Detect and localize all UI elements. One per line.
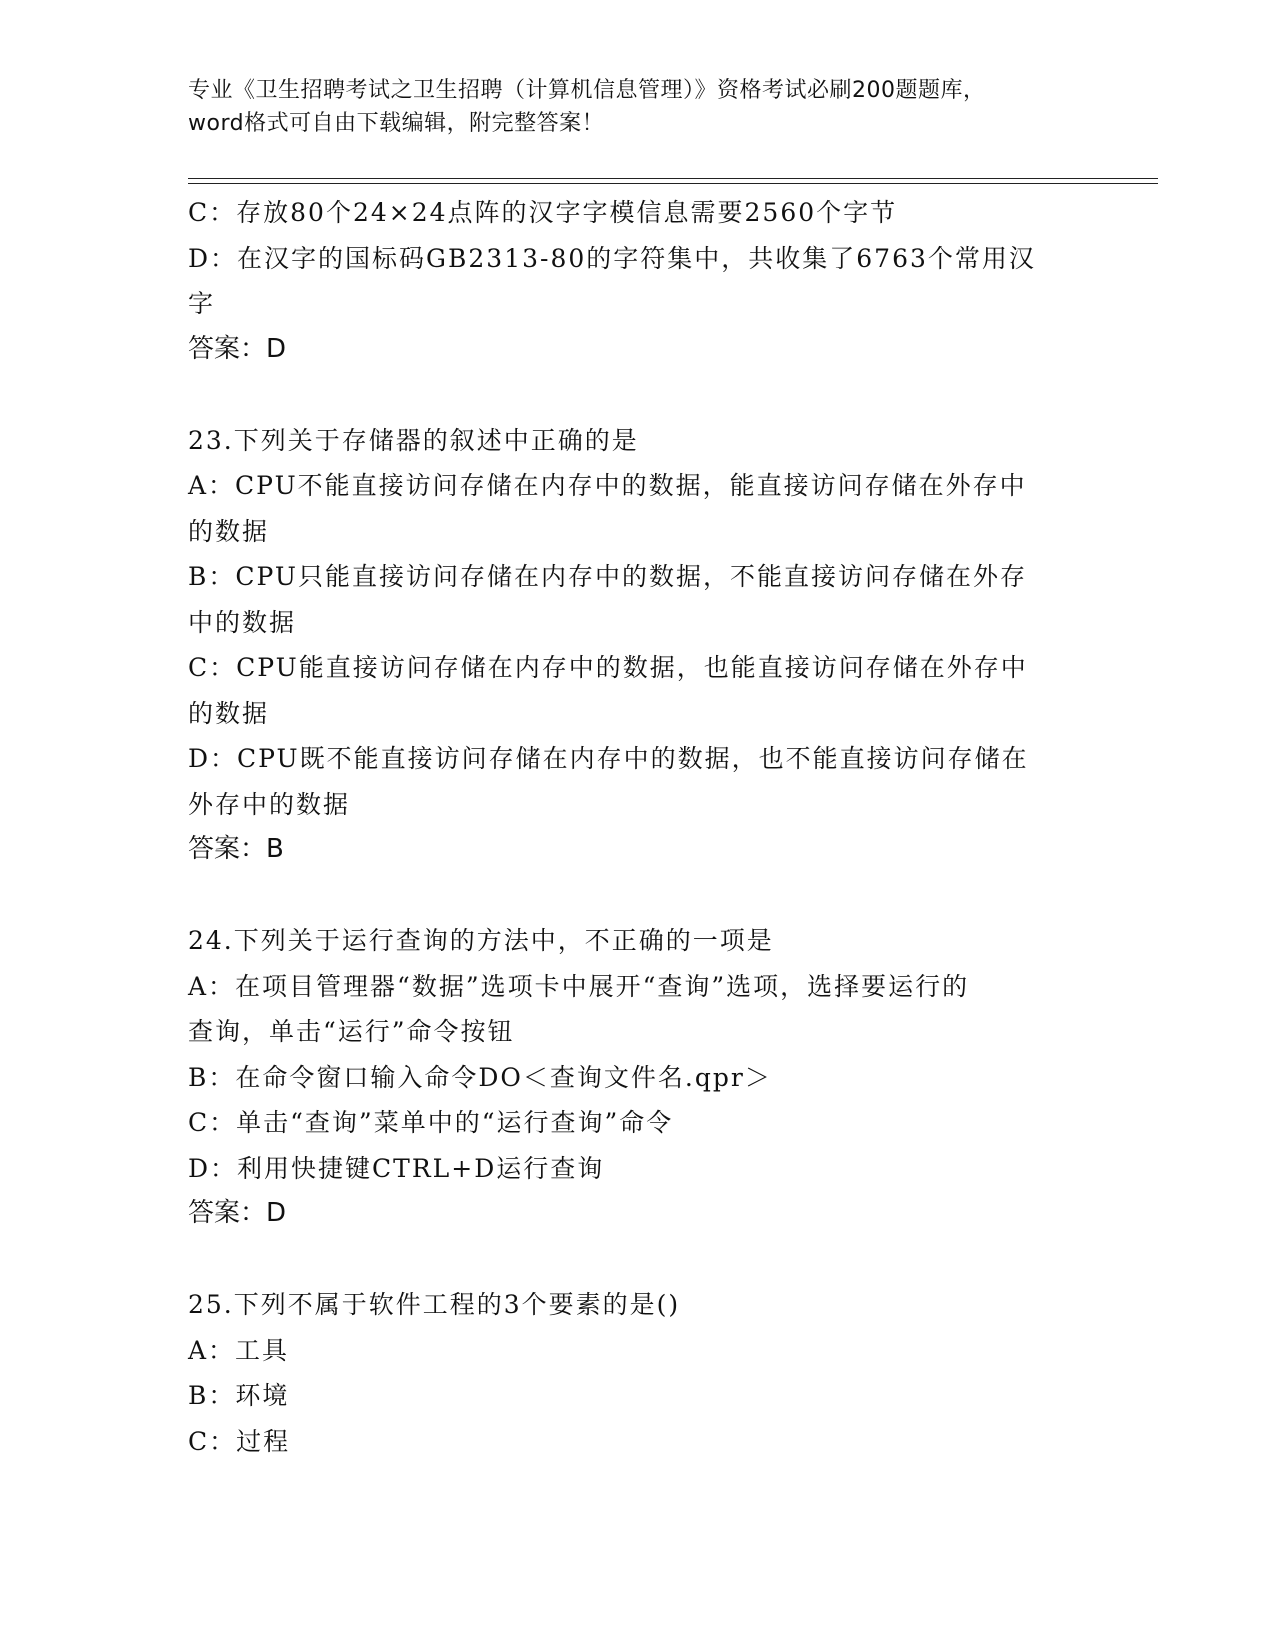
option-a-cont: 查询，单击“运行”命令按钮 — [188, 1017, 515, 1046]
option-a: A：工具 — [188, 1335, 290, 1365]
option-a: A：在项目管理器“数据”选项卡中展开“查询”选项，选择要运行的 — [188, 971, 970, 1001]
option-d-cont: 外存中的数据 — [188, 789, 351, 819]
question-23 — [188, 418, 1088, 873]
option-b: B：CPU只能直接访问存储在内存中的数据，不能直接访问存储在外存 — [188, 562, 1027, 591]
question-list — [188, 190, 1088, 1464]
answer: 答案：D — [188, 333, 287, 364]
option-b-cont: 中的数据 — [188, 607, 297, 637]
header-line-2: word格式可自由下载编辑，附完整答案！ — [188, 111, 605, 136]
option-d-cont: 字 — [188, 289, 216, 318]
option-c: C：CPU能直接访问存储在内存中的数据，也能直接访问存储在外存中 — [188, 653, 1028, 682]
option-c: C：过程 — [188, 1426, 291, 1456]
answer: 答案：D — [188, 1198, 287, 1228]
option-a-cont: 的数据 — [188, 516, 270, 546]
answer: 答案：B — [188, 834, 284, 864]
question-spacer — [188, 873, 1088, 919]
header-divider-top — [188, 178, 1158, 179]
question-25 — [188, 1282, 1088, 1464]
option-c: C：单击“查询”菜单中的“运行查询”命令 — [188, 1108, 674, 1137]
question-text: 24.下列关于运行查询的方法中，不正确的一项是 — [188, 926, 774, 955]
question-22-tail — [188, 190, 1088, 372]
question-text: 25.下列不属于软件工程的3个要素的是() — [188, 1290, 681, 1319]
question-spacer — [188, 1237, 1088, 1283]
document-header — [188, 74, 1108, 140]
option-a: A：CPU不能直接访问存储在内存中的数据，能直接访问存储在外存中 — [188, 471, 1027, 500]
option-d: D：CPU既不能直接访问存储在内存中的数据，也不能直接访问存储在 — [188, 744, 1029, 773]
option-b: B：环境 — [188, 1381, 290, 1410]
header-line-1: 专业《卫生招聘考试之卫生招聘（计算机信息管理）》资格考试必刷200题题库， — [188, 78, 986, 103]
option-c: C：存放80个24×24点阵的汉字字模信息需要2560个字节 — [188, 198, 898, 227]
question-24 — [188, 918, 1088, 1237]
option-d: D：在汉字的国标码GB2313-80的字符集中，共收集了6763个常用汉 — [188, 243, 1036, 273]
option-b: B：在命令窗口输入命令DO＜查询文件名.qpr＞ — [188, 1062, 772, 1092]
option-c-cont: 的数据 — [188, 698, 270, 728]
option-d: D：利用快捷键CTRL+D运行查询 — [188, 1153, 605, 1183]
question-text: 23.下列关于存储器的叙述中正确的是 — [188, 425, 639, 455]
question-spacer — [188, 372, 1088, 418]
header-divider-bottom — [188, 183, 1158, 184]
